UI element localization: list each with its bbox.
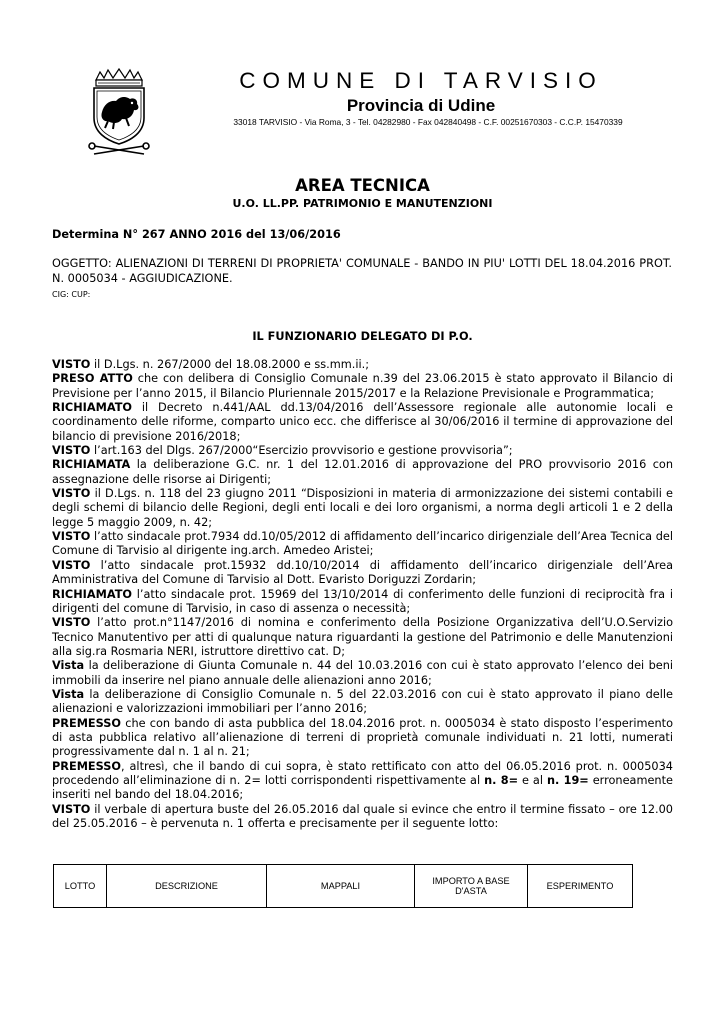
premise-paragraph: VISTO l’atto sindacale prot.15932 dd.10/10/2014 di affidamento dell’incarico dirigenziale dell’Area Amministrativa del Comune di Tarvisio al Dott. Evaristo Doriguzzi Zordarin; — [52, 558, 673, 587]
premise-paragraph: VISTO l’art.163 del Dlgs. 267/2000“Esercizio provvisorio e gestione provvisoria”; — [52, 444, 513, 458]
col-lotto: LOTTO — [54, 865, 107, 908]
col-mappali: MAPPALI — [267, 865, 415, 908]
premise-paragraph: PREMESSO che con bando di asta pubblica del 18.04.2016 prot. n. 0005034 è stato disposto l’esperimento di asta pubblica relativo all’alienazione di terreni di proprietà comunale individuati n. 21 lotti, numerati progressivamente dal n. 1 al n. 21; — [52, 716, 673, 759]
premise-paragraph: PREMESSO, altresì, che il bando di cui sopra, è stato rettificato con atto del 06.05.2016 prot. n. 0005034 procedendo all’eliminazione di n. 2= lotti corrispondenti rispettivamente al n. 8= e al n. 19= erroneamente inseriti nel bando del 18.04.2016; — [52, 759, 673, 802]
municipality-title: COMUNE DI TARVISIO — [239, 68, 603, 93]
col-esperimento: ESPERIMENTO — [528, 865, 633, 908]
province-subtitle: Provincia di Udine — [346, 96, 496, 115]
premise-paragraph: VISTO il verbale di apertura buste del 26.05.2016 dal quale si evince che entro il termine fissato – ore 12.00 del 25.05.2016 – è pervenuta n. 1 offerta e precisamente per il seguente lotto: — [52, 802, 673, 830]
premise-paragraph: PRESO ATTO che con delibera di Consiglio Comunale n.39 del 23.06.2015 è stato approvato il Bilancio di Previsione per l’anno 2015, il Bilancio Pluriennale 2015/2017 e la Relazione Previsionale e Programmatica; — [52, 372, 673, 400]
lots-table — [53, 864, 633, 908]
municipal-crest-icon — [86, 66, 152, 158]
col-descrizione: DESCRIZIONE — [107, 865, 267, 908]
premise-paragraph: VISTO l’atto sindacale prot.7934 dd.10/05/2012 di affidamento dell’incarico dirigenziale dell’Area Tecnica del Comune di Tarvisio al dirigente ing.arch. Amedeo Aristei; — [52, 530, 673, 558]
premises-body — [52, 358, 673, 831]
premise-paragraph: VISTO l’atto prot.n°1147/2016 di nomina e conferimento della Posizione Organizzativa dell’U.O.Servizio Tecnico Manutentivo per atti di qualunque natura riguardanti la gestione del Patrimonio e delle Manutenzioni alla sig.ra Rosmaria NERI, istruttore direttivo cat. D; — [52, 616, 673, 658]
determina-number: Determina N° 267 ANNO 2016 del 13/06/2016 — [52, 228, 341, 241]
premise-paragraph: VISTO il D.Lgs. n. 267/2000 del 18.08.2000 e ss.mm.ii.; — [52, 358, 370, 371]
premise-paragraph: RICHIAMATO l’atto sindacale prot. 15969 del 13/10/2014 di conferimento delle funzioni di reciprocità fra i dirigenti del comune di Tarvisio, in caso di assenza o necessità; — [52, 587, 673, 615]
premise-paragraph: VISTO il D.Lgs. n. 118 del 23 giugno 2011 “Disposizioni in materia di armonizzazione dei sistemi contabili e degli schemi di bilancio delle Regioni, degli enti locali e dei loro organismi, a norma degli articoli 1 e 2 della legge 5 maggio 2009, n. 42; — [52, 487, 673, 529]
premise-paragraph: Vista la deliberazione di Consiglio Comunale n. 5 del 22.03.2016 con cui è stato approvato il piano delle alienazioni e valorizzazioni immobiliari per l’anno 2016; — [52, 687, 673, 716]
subject-text: OGGETTO: ALIENAZIONI DI TERRENI DI PROPRIETA' COMUNALE - BANDO IN PIU' LOTTI DEL 18.04.2016 PROT. N. 0005034 - AGGIUDICAZIONE. — [52, 257, 672, 285]
municipality-address: 33018 TARVISIO - Via Roma, 3 - Tel. 04282980 - Fax 042840498 - C.F. 00251670303 - C.C.P. 15470339 — [233, 117, 623, 127]
premise-paragraph: Vista la deliberazione di Giunta Comunale n. 44 del 10.03.2016 con cui è stato approvato l’elenco dei beni immobili da inserire nel piano annuale delle alienazioni anno 2016; — [52, 659, 673, 687]
col-importo: IMPORTO A BASE D'ASTA — [415, 865, 528, 908]
cig-cup-codes: CIG: CUP: — [52, 290, 91, 299]
premise-paragraph: RICHIAMATO il Decreto n.441/AAL dd.13/04/2016 dell’Assessore regionale alle autonomie locali e coordinamento delle riforme, comparto unico ecc. che differisce al 30/06/2016 il termine di approvazione del bilancio di previsione 2016/2018; — [52, 401, 673, 443]
area-title: AREA TECNICA — [295, 176, 430, 195]
unit-title: U.O. LL.PP. PATRIMONIO E MANUTENZIONI — [232, 197, 493, 210]
table-header-row — [54, 865, 633, 908]
official-heading: IL FUNZIONARIO DELEGATO DI P.O. — [252, 330, 473, 343]
premise-paragraph: RICHIAMATA la deliberazione G.C. nr. 1 del 12.01.2016 di approvazione del PRO provvisorio 2016 con assegnazione delle risorse ai Dirigenti; — [52, 458, 673, 486]
